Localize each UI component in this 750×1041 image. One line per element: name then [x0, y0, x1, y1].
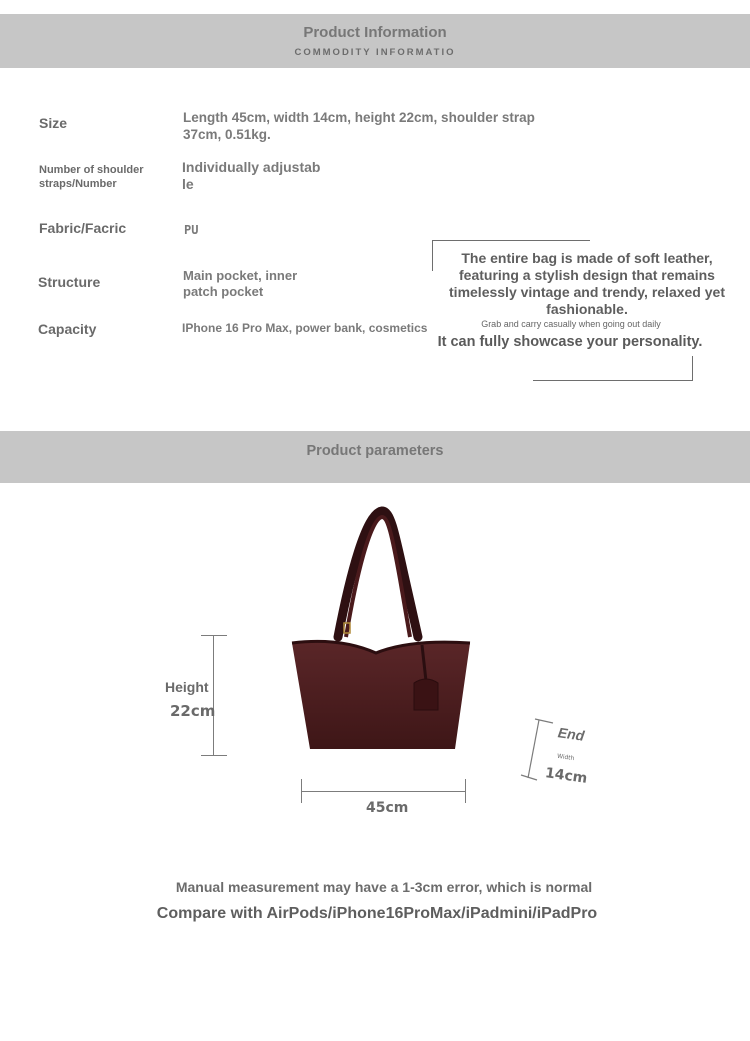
bag-body — [292, 641, 470, 749]
depth-value: 14cm — [544, 765, 589, 787]
spec-label-size: Size — [39, 115, 68, 131]
width-line — [301, 791, 466, 792]
width-value: 45cm — [366, 800, 409, 816]
frame-line-left — [432, 240, 433, 271]
description-ending: It can fully showcase your personality. — [437, 334, 703, 350]
description-line-3: timelessly vintage and trendy, relaxed yet — [449, 284, 725, 300]
height-line — [213, 635, 214, 756]
height-label: Height — [165, 679, 209, 695]
tag-icon — [414, 679, 438, 710]
description-subtext: Grab and carry casually when going out daily — [481, 319, 661, 329]
description-line-2: featuring a stylish design that remains — [459, 267, 715, 283]
tote-bag-image — [280, 505, 480, 755]
header-band-information — [0, 14, 750, 68]
height-tick-top — [201, 635, 227, 636]
depth-label: End — [557, 724, 586, 744]
spec-value-structure-2: patch pocket — [183, 284, 264, 299]
spec-label-straps-2: straps/Number — [39, 178, 117, 190]
description-text — [438, 250, 736, 318]
spec-value-size-2: 37cm, 0.51kg. — [183, 127, 271, 142]
description-line-4: fashionable. — [546, 301, 628, 317]
spec-value-straps-1: Individually adjustab — [182, 159, 321, 175]
spec-label-capacity: Capacity — [38, 321, 97, 337]
depth-small-label: Width — [556, 752, 575, 763]
height-value: 22cm — [170, 702, 216, 720]
frame-line-right — [692, 356, 693, 381]
section-title-information: Product Information — [303, 24, 447, 41]
width-tick-right — [465, 779, 466, 803]
spec-label-structure: Structure — [38, 274, 101, 290]
spec-value-size-1: Length 45cm, width 14cm, height 22cm, shoulder strap — [183, 110, 535, 125]
measurement-error-note: Manual measurement may have a 1-3cm error, which is normal — [175, 879, 593, 895]
description-line-1: The entire bag is made of soft leather, — [461, 250, 713, 266]
comparison-note: Compare with AirPods/iPhone16ProMax/iPadmini/iPadPro — [156, 905, 598, 922]
spec-label-fabric: Fabric/Facric — [39, 220, 127, 236]
frame-line-bottom — [533, 380, 693, 381]
section-title-parameters: Product parameters — [306, 443, 444, 459]
spec-label-straps-1: Number of shoulder — [39, 164, 144, 176]
section-subtitle-information: COMMODITY INFORMATIO — [294, 47, 456, 58]
spec-value-straps-2: le — [182, 176, 194, 192]
spec-value-fabric: PU — [184, 223, 199, 237]
height-tick-bottom — [201, 755, 227, 756]
spec-value-capacity: IPhone 16 Pro Max, power bank, cosmetics — [182, 321, 428, 335]
frame-line-top — [432, 240, 590, 241]
spec-value-structure-1: Main pocket, inner — [183, 268, 298, 283]
